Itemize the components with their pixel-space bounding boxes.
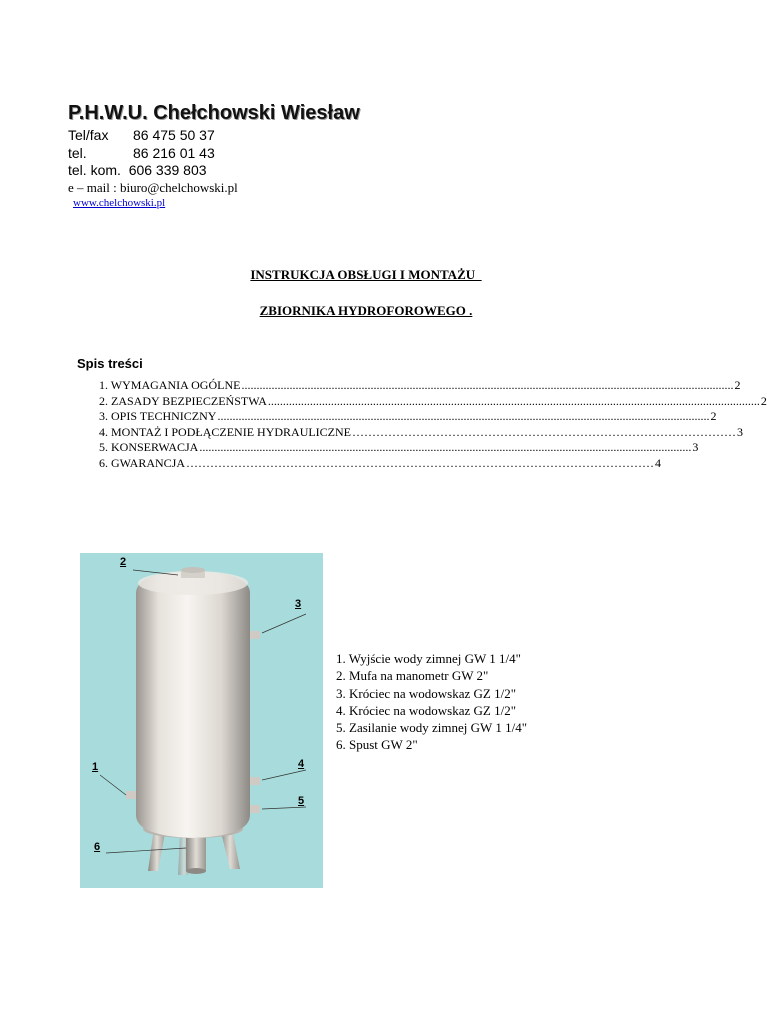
contact-value: 606 339 803 — [128, 162, 207, 178]
toc-item-page: 3 — [737, 424, 744, 439]
toc-dot-leader: .................................................................................................................................................................... — [267, 393, 760, 408]
callout-5: 5 — [298, 795, 305, 807]
contact-label: tel. — [68, 145, 87, 161]
callout-4: 4 — [298, 758, 305, 770]
toc-item-label: 1. WYMAGANIA OGÓLNE — [99, 378, 241, 392]
contact-value: 86 216 01 43 — [133, 145, 215, 161]
leader-line — [262, 770, 306, 780]
contact-row-tel — [68, 145, 215, 161]
legend-item: 1. Wyjście wody zimnej GW 1 1/4" — [336, 651, 521, 666]
toc-item-page: 3 — [692, 440, 699, 454]
legend-item: 3. Króciec na wodowskaz GZ 1/2" — [336, 685, 517, 701]
toc-item-page: 2 — [760, 393, 767, 408]
toc-dot-leader: …………………………………………………………………………………… — [352, 424, 737, 439]
toc-heading: Spis treści — [77, 356, 143, 371]
contact-label: Tel/fax — [68, 127, 109, 143]
toc-item-label: 3. OPIS TECHNICZNY — [99, 409, 217, 423]
tank-body — [136, 571, 250, 838]
tank-figure — [80, 553, 323, 888]
drain-outlet — [186, 868, 206, 874]
contact-row-mobile — [68, 162, 207, 178]
toc-item-label: 6. GWARANCJA — [99, 455, 186, 470]
toc-dot-leader: .................................................................................................................................................................... — [199, 440, 692, 454]
contact-value: 86 475 50 37 — [133, 127, 215, 143]
toc-dot-leader: .................................................................................................................................................................... — [241, 378, 734, 392]
leader-line — [106, 848, 186, 853]
top-fitting-cap — [181, 567, 205, 573]
fitting-1 — [126, 791, 136, 799]
tank-illustration — [80, 553, 323, 888]
document-title: INSTRUKCJA OBSŁUGI I MONTAŻU — [250, 267, 482, 282]
document-subtitle: ZBIORNIKA HYDROFOROWEGO . — [259, 303, 473, 318]
toc-item[interactable] — [99, 378, 741, 394]
callout-3: 3 — [295, 598, 302, 610]
legend-item: 5. Zasilanie wody zimnej GW 1 1/4" — [336, 720, 528, 736]
toc-item-page: 2 — [734, 378, 741, 392]
table-of-contents — [99, 378, 767, 471]
legend-item: 2. Mufa na manometr GW 2" — [336, 668, 489, 684]
toc-item-label: 2. ZASADY BEZPIECZEŃSTWA — [99, 393, 267, 408]
toc-dot-leader: ……………………………………………………………………………………………………… — [186, 455, 655, 470]
toc-item[interactable] — [99, 393, 767, 410]
legend-item: 4. Króciec na wodowskaz GZ 1/2" — [336, 702, 517, 718]
legend-item: 6. Spust GW 2" — [336, 737, 418, 753]
fitting-5 — [250, 805, 260, 813]
company-name: P.H.W.U. Chełchowski Wiesław — [68, 102, 360, 124]
callout-1: 1 — [92, 761, 99, 773]
toc-item[interactable] — [99, 409, 717, 425]
website-link[interactable]: www.chelchowski.pl — [73, 197, 166, 209]
leader-line — [262, 614, 306, 633]
toc-item-label: 4. MONTAŻ I PODŁĄCZENIE HYDRAULICZNE — [99, 424, 352, 439]
toc-item[interactable] — [99, 440, 699, 456]
toc-item[interactable] — [99, 424, 744, 441]
fitting-3 — [250, 631, 260, 639]
toc-dot-leader: .................................................................................................................................................................... — [217, 409, 710, 423]
leader-line — [100, 775, 126, 795]
contact-label: tel. kom. — [68, 162, 121, 178]
toc-item-label: 5. KONSERWACJA — [99, 440, 199, 454]
callout-6: 6 — [94, 841, 101, 853]
contact-row-fax — [68, 127, 215, 143]
figure-legend — [336, 651, 527, 755]
leader-line — [262, 807, 306, 809]
email-line: e – mail : biuro@chelchowski.pl — [68, 180, 238, 195]
fitting-4 — [250, 777, 260, 785]
toc-item[interactable] — [99, 455, 662, 472]
toc-item-page: 4 — [655, 455, 662, 470]
toc-item-page: 2 — [710, 409, 717, 423]
callout-2: 2 — [120, 556, 127, 568]
